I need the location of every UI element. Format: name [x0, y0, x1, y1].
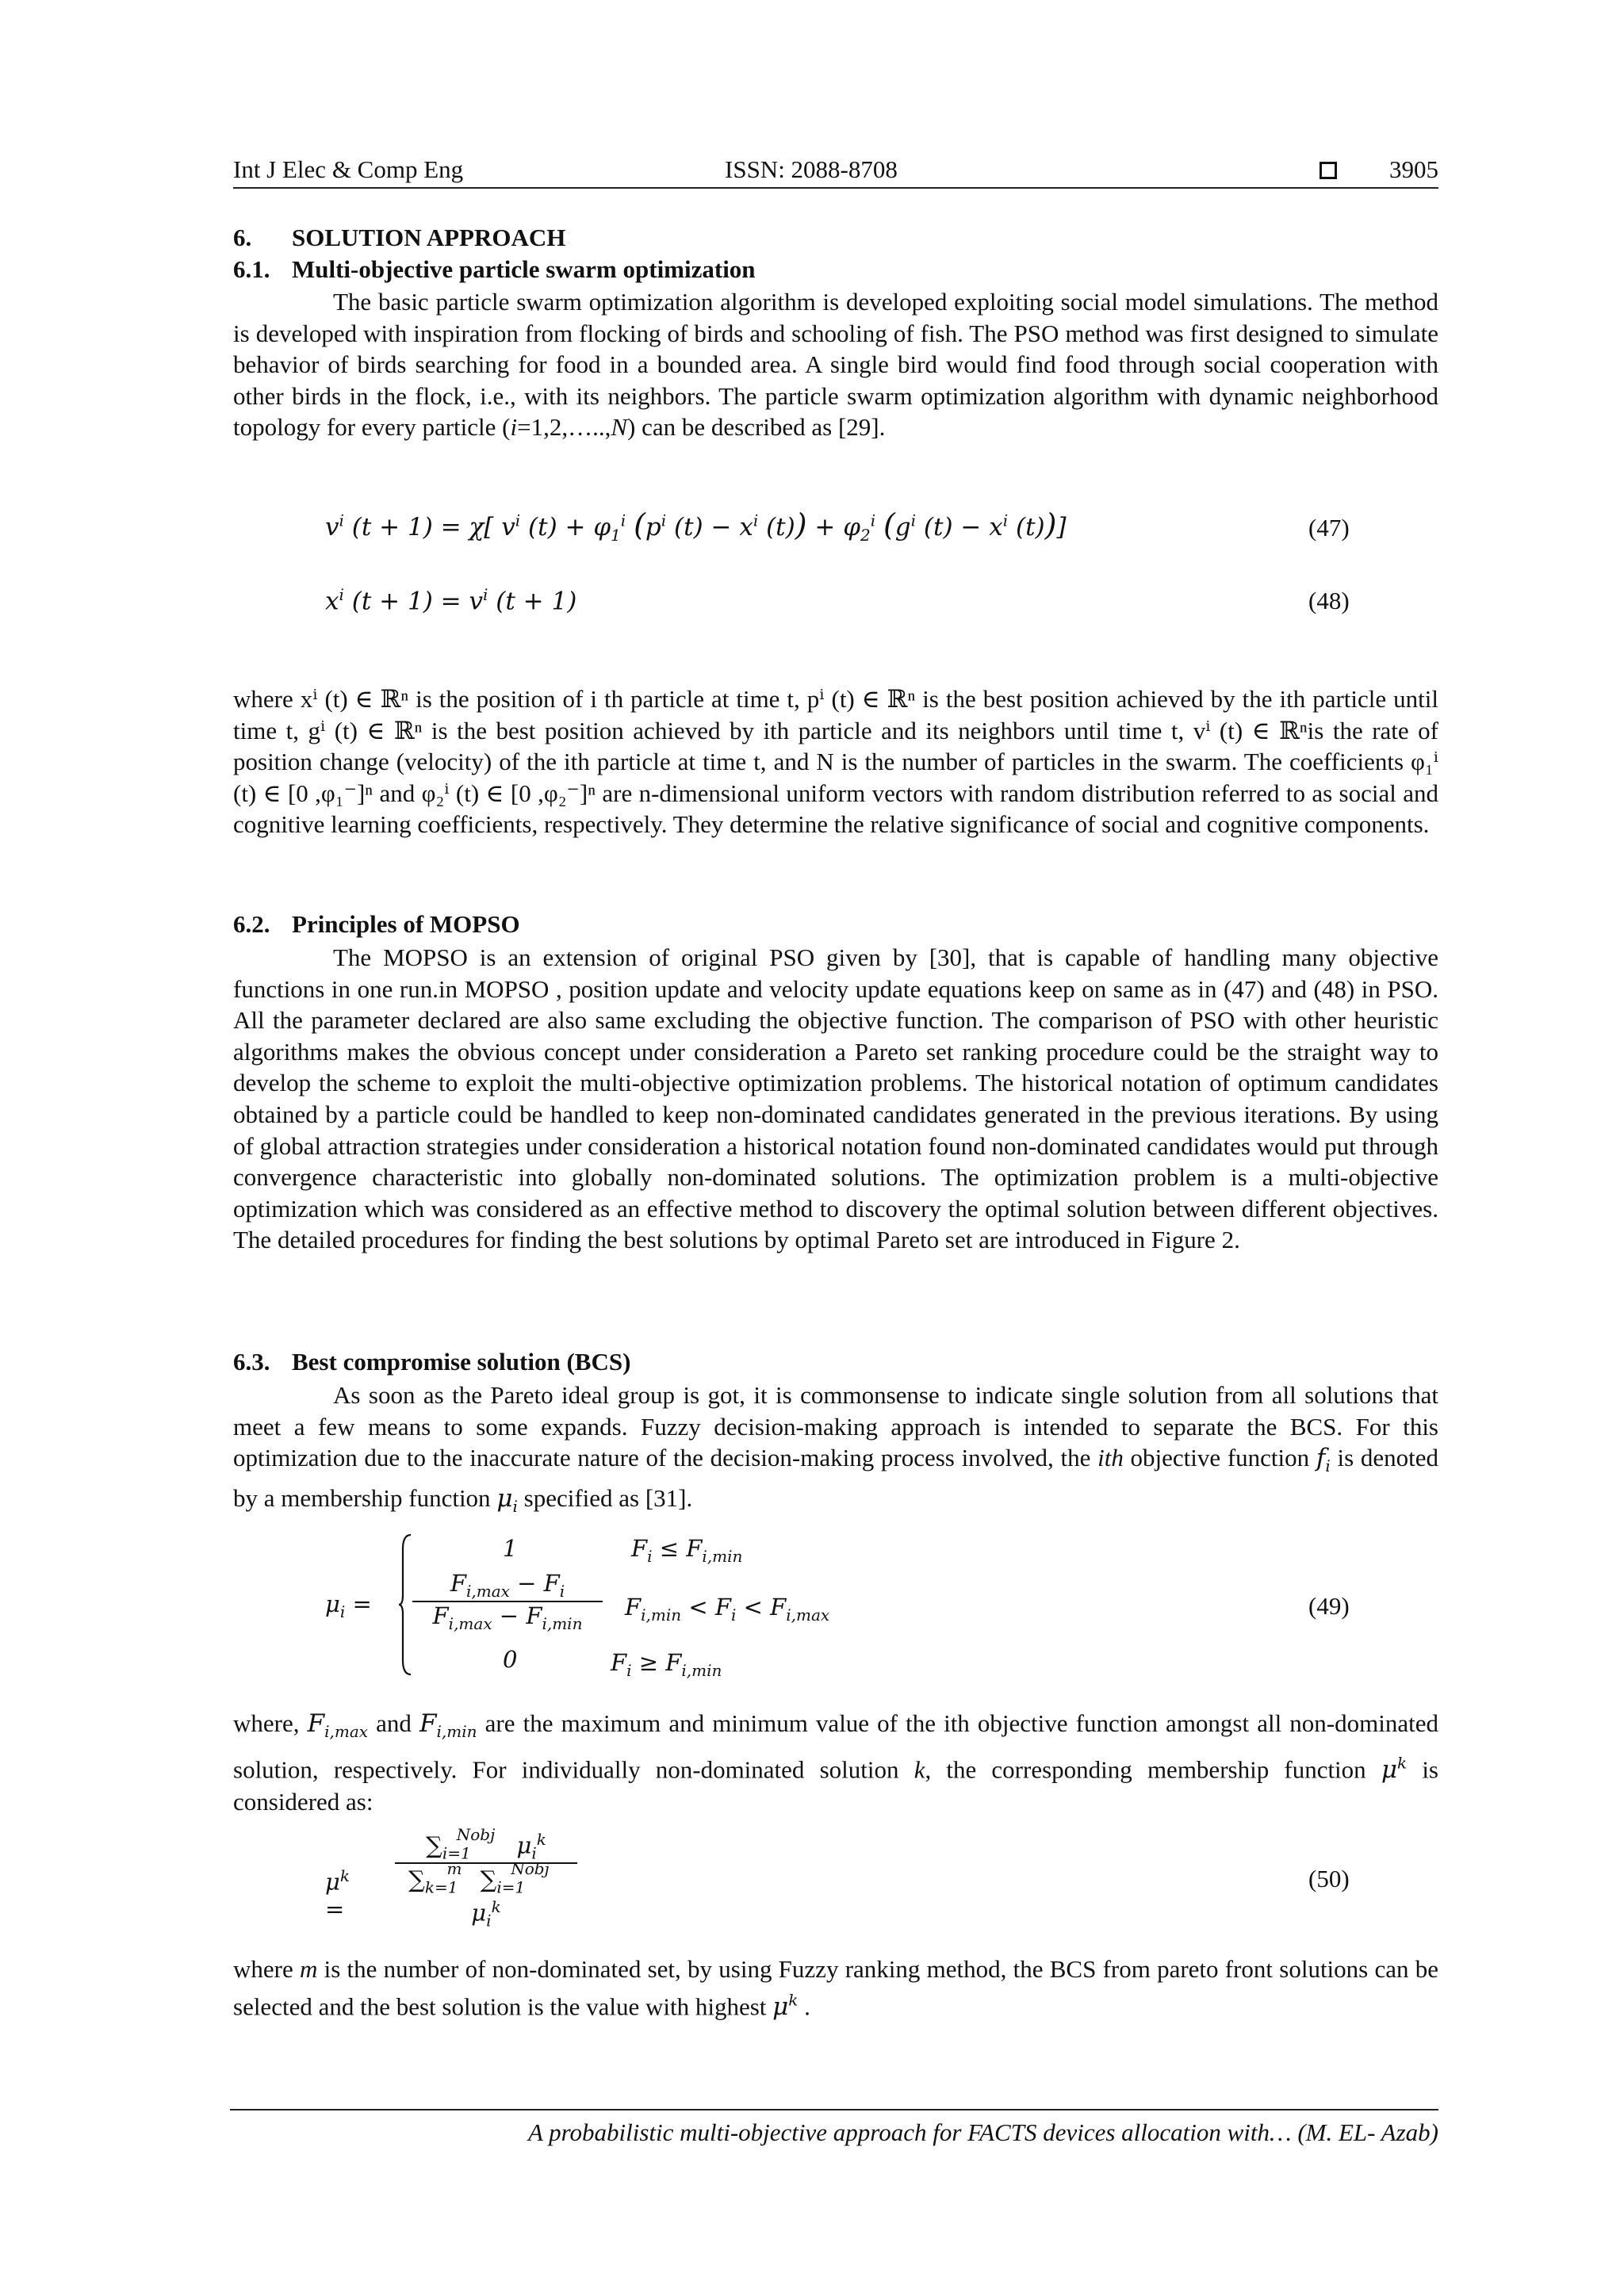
- left-brace-icon: [398, 1533, 412, 1676]
- equation-number-48: (48): [1308, 587, 1350, 614]
- square-icon: [1320, 162, 1337, 179]
- paragraph-6-3-final: where m is the number of non-dominated set, by using Fuzzy ranking method, the BCS from pareto front solutions can be selected and the best solution is the value with highest $\mu^k$ .: [233, 1955, 1439, 2021]
- paragraph-6-1-where: where xⁱ (t) ∈ ℝⁿ is the position of i th particle at time t, pⁱ (t) ∈ ℝⁿ is the best position achieved by the ith particle until time t, gⁱ (t) ∈ ℝⁿ is the best position achieved by ith particle and its neighbors until time t, vⁱ (t) ∈ ℝⁿis the rate of position change (velocity) of the ith particle at time t, and N is the number of particles in the swarm. The coefficients φ₁ⁱ (t) ∈ [0 ,φ₁⁻]ⁿ and φ₂ⁱ (t) ∈ [0 ,φ₂⁻]ⁿ are n-dimensional uniform vectors with random distribution referred to as social and cognitive learning coefficients, respectively. They determine the relative significance of social and cognitive components.: [233, 685, 1438, 839]
- subsection-heading-6-3: 6.3. Best compromise solution (BCS): [233, 1348, 631, 1376]
- journal-name: Int J Elec & Comp Eng: [233, 155, 464, 183]
- paragraph-6-2: The MOPSO is an extension of original PSO given by [30], that is capable of handling many objective functions in one run.in MOPSO , position update and velocity update equations keep on same as in (47) and (48) in PSO. All the parameter declared are also same excluding the objective function. The comparison of PSO with other heuristic algorithms makes the obvious concept under consideration a Pareto set ranking procedure could be the straight way to develop the scheme to exploit the multi-objective optimization problems. The historical notation of optimum candidates obtained by a particle could be handled to keep non-dominated candidates generated in the previous iterations. By using of global attraction strategies under consideration a historical notation found non-dominated candidates would put through convergence characteristic into globally non-dominated solutions. The optimization problem is a multi-objective optimization which was considered as an effective method to discovery the optimal solution between different objectives. The detailed procedures for finding the best solutions by optimal Pareto set are introduced in Figure 2.: [233, 943, 1438, 1254]
- paragraph-6-1: The basic particle swarm optimization algorithm is developed exploiting social model simulations. The method is developed with inspiration from flocking of birds and schooling of fish. The PSO method was first designed to simulate behavior of birds searching for food in a bounded area. A single bird would find food through social cooperation with other birds in the flock, i.e., with its neighbors. The particle swarm optimization algorithm with dynamic neighborhood topology for every particle (i=1,2,…..,N) can be described as [29].: [233, 288, 1438, 442]
- equation-number-49: (49): [1308, 1592, 1350, 1620]
- section-heading-6: 6. SOLUTION APPROACH: [233, 224, 566, 251]
- subsection-heading-6-2: 6.2. Principles of MOPSO: [233, 910, 520, 938]
- equation-number-50: (50): [1308, 1865, 1350, 1892]
- equation-48: $x^i$ $(t + 1) = v^i$ (t + 1): [325, 585, 577, 616]
- running-footer: A probabilistic multi-objective approach for FACTS devices allocation with… (M. EL- Azab): [527, 2118, 1438, 2146]
- equation-number-47: (47): [1308, 514, 1350, 541]
- page-number: 3905: [1389, 155, 1438, 183]
- equation-47: $v^i$ (t + 1) = χ[ $v^i$ $(t) + \varphi_1^i$ ($p^i$ $(t) - x^i$ $(t)) + \varphi_2^i$ ($g^i$ $(t) - x^i$ (t))]: [325, 507, 1067, 545]
- paragraph-6-3: As soon as the Pareto ideal group is got, it is commonsense to indicate single solution from all solutions that meet a few means to some expands. Fuzzy decision-making approach is intended to separate the BCS. For this optimization due to the inaccurate nature of the decision-making process involved, the ith objective function $f_i$ is denoted by a membership function $\mu_i$ specified as [31].: [233, 1381, 1438, 1517]
- paragraph-6-3-where: where, $F_{i,max}$ and $F_{i,min}$ are the maximum and minimum value of the ith objective function amongst all non-dominated solution, respectively. For individually non-dominated solution k, the corresponding membership function $\mu^k$ is considered as:: [233, 1709, 1438, 1816]
- footer-rule: [230, 2109, 1438, 2110]
- header-rule: [233, 187, 1438, 189]
- equation-49: $\mu_i$ = 1 $F_i \le F_{i,min}$ $F_{i,max} - F_i$ $F_{i,max} - F_{i,min}$ $F_{i,min} < F_i < F_{i,max}$ 0 $F_i \ge F_{i,min}$: [325, 1535, 830, 1680]
- subsection-heading-6-1: 6.1. Multi-objective particle swarm optimization: [233, 255, 756, 283]
- paper-page: Int J Elec & Comp Eng ISSN: 2088-8708 3905 6. SOLUTION APPROACH 6.1. Multi-objective particle swarm optimization The basic particle swarm optimization algorithm is developed exploiting social model simulations. The method is developed with inspiration from flocking of birds and schooling of fish. The PSO method was first designed to simulate behavior of birds searching for food in a bounded area. A single bird would find food through social cooperation with other birds in the flock, i.e., with its neighbors. The particle swarm optimization algorithm with dynamic neighborhood topology for every particle (i=1,2,…..,N) can be described as [29]. $v^i$ (t + 1) = χ[ $v^i$ $(t) + \varphi_1^i$ ($p^i$ $(t) - x^i$ $(t)) + \varphi_2^i$ ($g^i$ $(t) - x^i$ (t))] (47) $x^i$ $(t + 1) = v^i$ (t + 1) (48) where xⁱ (t) ∈ ℝⁿ is the position of i th particle at time t, pⁱ (t) ∈ ℝⁿ is the best position achieved by the ith particle until time t, gⁱ (t) ∈ ℝⁿ is the best position achieved by ith particle and its neighbors until time t, vⁱ (t) ∈ ℝⁿis the rate of position change (velocity) of the ith particle at time t, and N is the number of particles in the swarm. The coefficients φ₁ⁱ (t) ∈ [0 ,φ₁⁻]ⁿ and φ₂ⁱ (t) ∈ [0 ,φ₂⁻]ⁿ are n-dimensional uniform vectors with random distribution referred to as social and cognitive learning coefficients, respectively. They determine the relative significance of social and cognitive components. 6.2. Principles of MOPSO The MOPSO is an extension of original PSO given by [30], that is capable of handling many objective functions in one run.in MOPSO , position update and velocity update equations keep on same as in (47) and (48) in PSO. All the parameter declared are also same excluding the objective function. The comparison of PSO with other heuristic algorithms makes the obvious concept under consideration a Pareto set ranking procedure could be the straight way to develop the scheme to exploit the multi-objective optimization problems. The historical notation of optimum candidates obtained by a particle could be handled to keep non-dominated candidates generated in the previous iterations. By using of global attraction strategies under consideration a historical notation found non-dominated candidates would put through convergence characteristic into globally non-dominated solutions. The optimization problem is a multi-objective optimization which was considered as an effective method to discovery the optimal solution between different objectives. The detailed procedures for finding the best solutions by optimal Pareto set are introduced in Figure 2. 6.3. Best compromise solution (BCS) As soon as the Pareto ideal group is got, it is commonsense to indicate single solution from all solutions that meet a few means to some expands. Fuzzy decision-making approach is intended to separate the BCS. For this optimization due to the inaccurate nature of the decision-making process involved, the ith objective function $f_i$ is denoted by a membership function $\mu_i$ specified as [31]. $\mu_i$ = 1 $F_i \le F_{i,min}$ $F_{i,max} - F_i$ $F_{i,max} - F_{i,min}$ $F_{i,min} < F_i < F_{i,max}$ 0 $F_i \ge F_{i,min}$ (49) where, $F_{i,max}$ and $F_{i,min}$ are the maximum and minimum value of the ith objective function amongst all non-dominated solution, respectively. For individually non-dominated solution k, the corresponding membership function $\mu^k$ is considered as: $\mu^k$ = $\sum_{i=1}^{Nobj}$ $\mu_i^k$ $\sum_{k=1}^m$ $\sum_{i=1}^{Nobj}$ $\mu_i^k$ (50) where m is the number of non-dominated set, by using Fuzzy ranking method, the BCS from pareto front solutions can be selected and the best solution is the value with highest $\mu^k$ . A probabilistic multi-objective approach for FACTS devices allocation with… (M. EL- Azab): [0, 0, 1624, 2296]
- issn: ISSN: 2088-8708: [725, 155, 898, 183]
